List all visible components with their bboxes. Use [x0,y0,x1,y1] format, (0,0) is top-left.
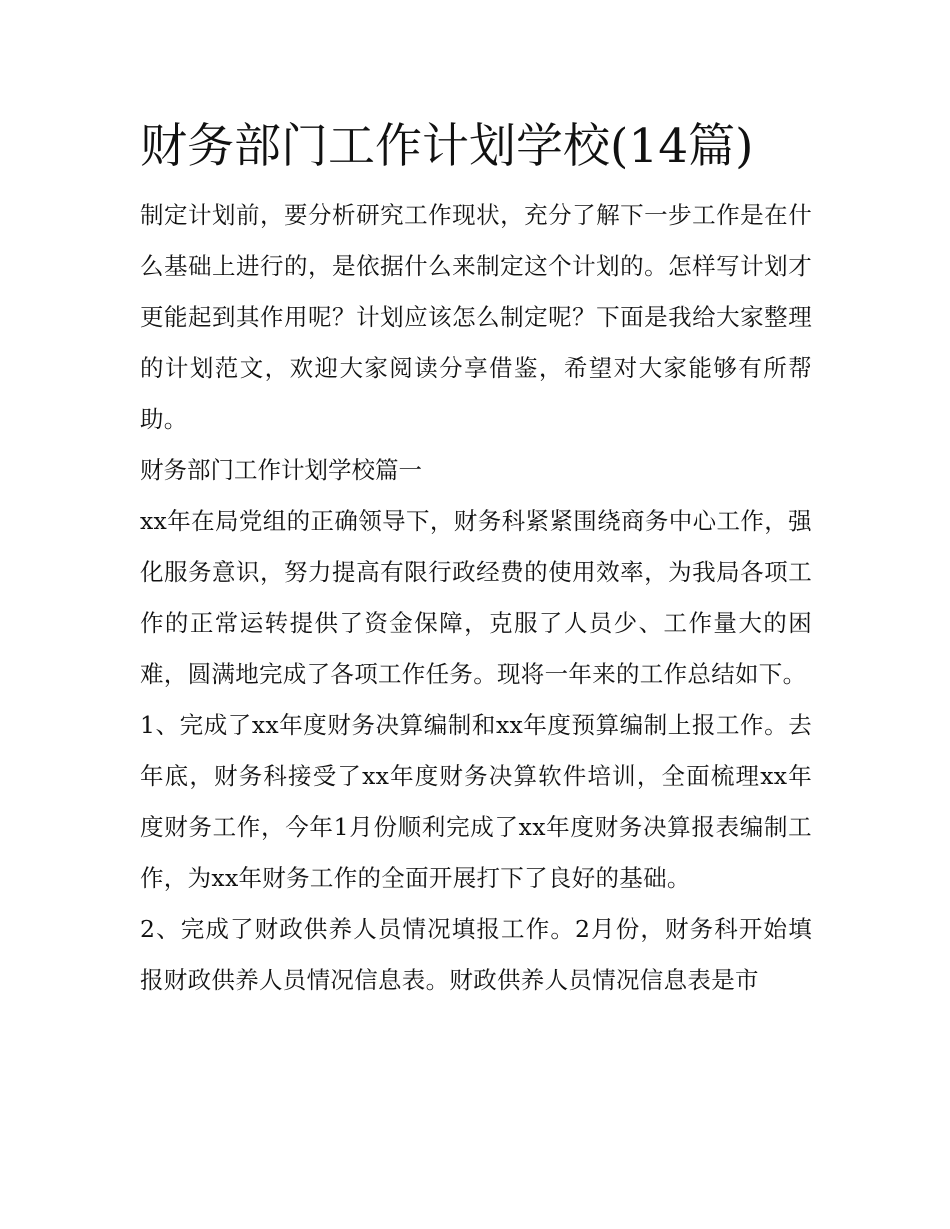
intro-paragraph: 制定计划前，要分析研究工作现状，充分了解下一步工作是在什么基础上进行的，是依据什么来制定这个计划的。怎样写计划才更能起到其作用呢？计划应该怎么制定呢？下面是我给大家整理的计划范文，欢迎大家阅读分享借鉴，希望对大家能够有所帮助。 [140,201,812,433]
document-title: 财务部门工作计划学校(14篇) [140,119,754,174]
section-heading: 财务部门工作计划学校篇一 [140,456,422,484]
body-paragraph-2: 1、完成了xx年度财务决算编制和xx年度预算编制上报工作。去年底，财务科接受了xx年度财务决算软件培训，全面梳理xx年度财务工作，今年1月份顺利完成了xx年度财务决算报表编制工作，为xx年财务工作的全面开展打下了良好的基础。 [140,711,812,892]
body-paragraph-1: xx年在局党组的正确领导下，财务科紧紧围绕商务中心工作，强化服务意识，努力提高有限行政经费的使用效率，为我局各项工作的正常运转提供了资金保障，克服了人员少、工作量大的困难，圆满地完成了各项工作任务。现将一年来的工作总结如下。 [140,507,812,688]
body-paragraph-3: 2、完成了财政供养人员情况填报工作。2月份，财务科开始填报财政供养人员情况信息表。财政供养人员情况信息表是市 [140,915,812,994]
document-page [140,112,812,1006]
